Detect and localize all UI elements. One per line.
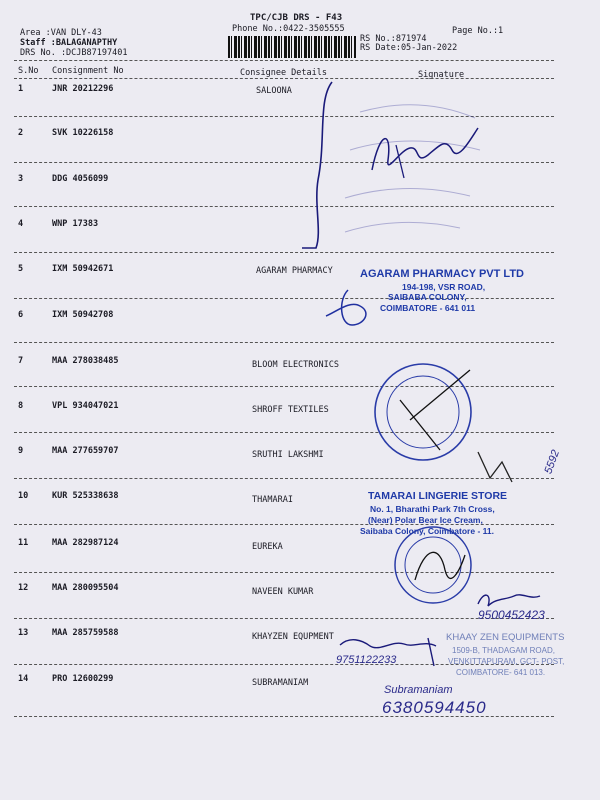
- khayzen-stamp-name: KHAAY ZEN EQUIPMENTS: [446, 632, 565, 643]
- agaram-stamp-line1: 194-198, VSR ROAD,: [402, 282, 486, 292]
- handwritten-phone: 9751122233: [336, 654, 397, 666]
- handwritten-note: 5592: [542, 448, 563, 476]
- shroff-stamp: [375, 364, 471, 460]
- staff-label: Staff :BALAGANAPTHY: [20, 38, 118, 48]
- row-sno: 14: [18, 674, 29, 684]
- row-consignment: VPL 934047021: [52, 401, 119, 411]
- area-label: Area :VAN DLY-43: [20, 28, 102, 38]
- row-consignment: MAA 278038485: [52, 356, 119, 366]
- tamarai-stamp-line2: (Near) Polar Bear Ice Cream,: [368, 515, 483, 525]
- row-sno: 6: [18, 310, 24, 320]
- row-consignment: MAA 282987124: [52, 538, 119, 548]
- tamarai-round-stamp: [395, 527, 471, 603]
- khayzen-stamp-line2: VENKITTAPURAM, GCT- POST,: [448, 657, 565, 666]
- handwritten-phone: 9500452423: [478, 608, 545, 622]
- row-sno: 1: [18, 84, 24, 94]
- faint-stamp: [345, 105, 480, 232]
- row-consignment: DDG 4056099: [52, 174, 109, 184]
- khayzen-stamp-line3: COIMBATORE- 641 013.: [456, 668, 546, 677]
- row-consignee: EUREKA: [252, 542, 283, 552]
- bracket-mark: [302, 82, 332, 248]
- tamarai-stamp-line3: Saibaba Colony, Coimbatore - 11.: [360, 526, 494, 536]
- row-sno: 9: [18, 446, 24, 456]
- row-consignee: SRUTHI LAKSHMI: [252, 450, 324, 460]
- row-consignee: SHROFF TEXTILES: [252, 405, 329, 415]
- row-sno: 7: [18, 356, 24, 366]
- row-consignee: THAMARAI: [252, 495, 293, 505]
- handwritten-name: Subramaniam: [384, 684, 453, 696]
- row-consignee: BLOOM ELECTRONICS: [252, 360, 339, 370]
- agaram-stamp-line3: COIMBATORE - 641 011: [380, 303, 476, 313]
- phone-number: Phone No.:0422-3505555: [232, 24, 345, 34]
- row-consignee: SUBRAMANIAM: [252, 678, 309, 688]
- row-consignment: IXM 50942671: [52, 264, 114, 274]
- row-consignee: NAVEEN KUMAR: [252, 587, 314, 597]
- tamarai-stamp-name: TAMARAI LINGERIE STORE: [368, 490, 508, 502]
- col-signature: Signature: [418, 70, 465, 80]
- row-consignment: WNP 17383: [52, 219, 99, 229]
- row-sno: 2: [18, 128, 24, 138]
- drs-number: DRS No. :DCJB87197401: [20, 48, 128, 58]
- signature-mark: [478, 595, 540, 606]
- signature-mark: [478, 452, 512, 482]
- row-consignment: IXM 50942708: [52, 310, 114, 320]
- agaram-stamp-line2: SAIBABA COLONY,: [388, 292, 467, 302]
- row-consignment: MAA 280095504: [52, 583, 119, 593]
- tamarai-stamp-line1: No. 1, Bharathi Park 7th Cross,: [370, 504, 495, 514]
- handwritten-phone: 6380594450: [382, 698, 487, 717]
- rs-number: RS No.:871974: [360, 34, 427, 44]
- row-consignment: MAA 285759588: [52, 628, 119, 638]
- col-consignee: Consignee Details: [240, 68, 327, 78]
- row-sno: 10: [18, 491, 29, 501]
- row-consignment: JNR 20212296: [52, 84, 114, 94]
- row-consignment: MAA 277659707: [52, 446, 119, 456]
- col-consignment: Consignment No: [52, 66, 124, 76]
- row-sno: 12: [18, 583, 29, 593]
- row-sno: 3: [18, 174, 24, 184]
- signature-mark: [372, 128, 478, 170]
- row-sno: 4: [18, 219, 24, 229]
- rs-date: RS Date:05-Jan-2022: [360, 43, 458, 53]
- row-consignee: AGARAM PHARMACY: [256, 266, 333, 276]
- row-consignee: KHAYZEN EQUPMENT: [252, 632, 334, 642]
- col-sno: S.No: [18, 66, 39, 76]
- row-consignee: SALOONA: [256, 86, 292, 96]
- row-consignment: KUR 525338638: [52, 491, 119, 501]
- row-consignment: PRO 12600299: [52, 674, 114, 684]
- row-consignment: SVK 10226158: [52, 128, 114, 138]
- signature-mark: [326, 290, 366, 325]
- row-sno: 5: [18, 264, 24, 274]
- document-title: TPC/CJB DRS - F43: [250, 13, 343, 23]
- row-sno: 8: [18, 401, 24, 411]
- row-sno: 11: [18, 538, 29, 548]
- row-sno: 13: [18, 628, 29, 638]
- page-number: Page No.:1: [452, 26, 504, 36]
- khayzen-stamp-line1: 1509-B, THADAGAM ROAD,: [452, 646, 555, 655]
- agaram-stamp-name: AGARAM PHARMACY PVT LTD: [360, 268, 524, 280]
